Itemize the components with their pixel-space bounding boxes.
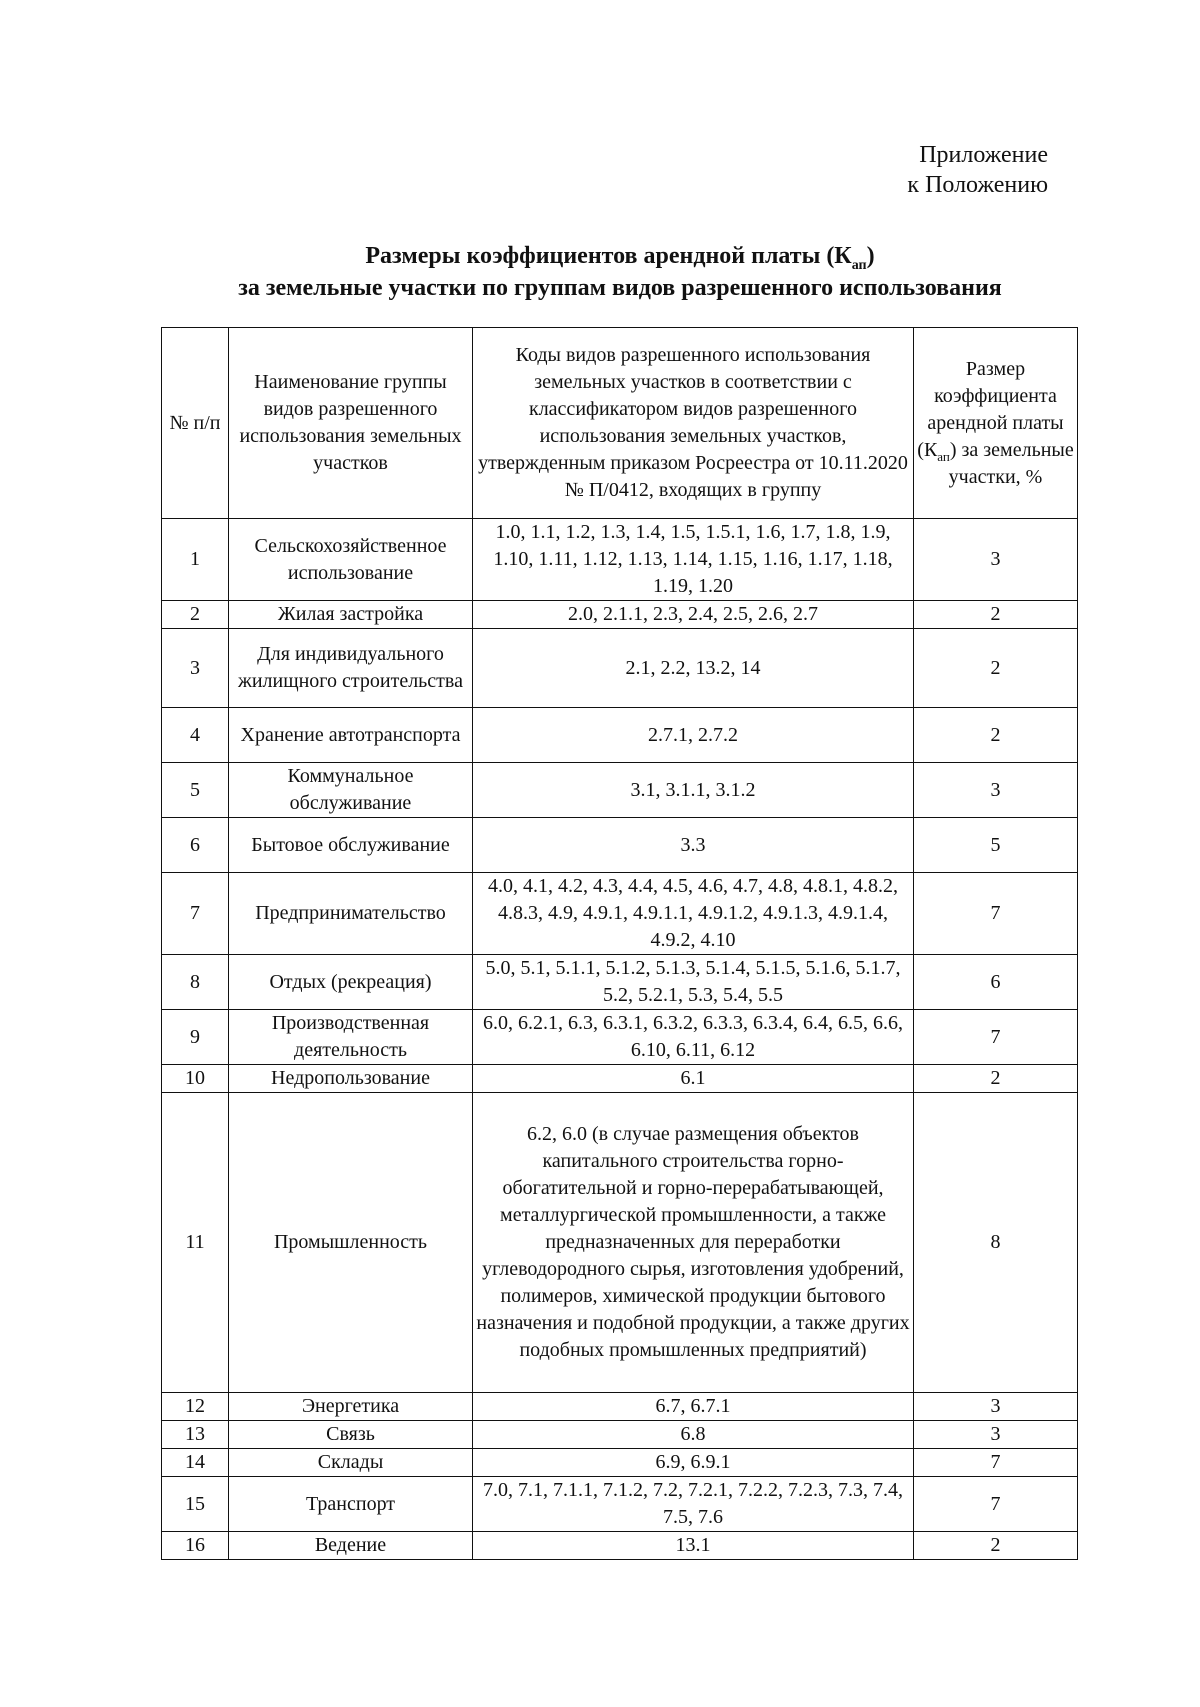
row-coefficient: 5: [914, 818, 1078, 873]
row-number: 12: [162, 1393, 229, 1421]
row-codes: 1.0, 1.1, 1.2, 1.3, 1.4, 1.5, 1.5.1, 1.6, 1.7, 1.8, 1.9, 1.10, 1.11, 1.12, 1.13, 1.14, 1.15, 1.16, 1.17, 1.18, 1.19, 1.20: [473, 519, 914, 601]
row-codes: 3.3: [473, 818, 914, 873]
header-group-name: Наименование группы видов разрешенного использования земельных участков: [229, 328, 473, 519]
table-row: [162, 629, 1078, 708]
appendix-line-2: к Положению: [907, 172, 1048, 198]
row-group-name: Промышленность: [229, 1093, 473, 1393]
row-group-name: Жилая застройка: [229, 601, 473, 629]
table-row: [162, 1093, 1078, 1393]
row-number: 14: [162, 1449, 229, 1477]
row-number: 7: [162, 873, 229, 955]
row-group-name: Связь: [229, 1421, 473, 1449]
row-number: 16: [162, 1532, 229, 1560]
row-coefficient: 3: [914, 519, 1078, 601]
row-number: 5: [162, 763, 229, 818]
row-coefficient: 6: [914, 955, 1078, 1010]
row-group-name: Хранение автотранспорта: [229, 708, 473, 763]
row-codes: 6.0, 6.2.1, 6.3, 6.3.1, 6.3.2, 6.3.3, 6.3.4, 6.4, 6.5, 6.6, 6.10, 6.11, 6.12: [473, 1010, 914, 1065]
row-codes: 7.0, 7.1, 7.1.1, 7.1.2, 7.2, 7.2.1, 7.2.2, 7.2.3, 7.3, 7.4, 7.5, 7.6: [473, 1477, 914, 1532]
row-group-name: Бытовое обслуживание: [229, 818, 473, 873]
table-row: [162, 519, 1078, 601]
row-codes: 3.1, 3.1.1, 3.1.2: [473, 763, 914, 818]
row-number: 2: [162, 601, 229, 629]
row-number: 4: [162, 708, 229, 763]
row-number: 3: [162, 629, 229, 708]
table-row: [162, 1477, 1078, 1532]
row-group-name: Недропользование: [229, 1065, 473, 1093]
table-body: [162, 519, 1078, 1560]
table-row: [162, 1010, 1078, 1065]
row-number: 9: [162, 1010, 229, 1065]
title-line-1-close: ): [866, 243, 875, 269]
title-line-1-text: Размеры коэффициентов арендной платы (К: [365, 243, 852, 269]
row-group-name: Для индивидуального жилищного строительства: [229, 629, 473, 708]
header-row: [162, 328, 1078, 519]
header-coefficient-text: Размер коэффициента арендной платы (К: [917, 357, 1064, 461]
row-group-name: Сельскохозяйственное использование: [229, 519, 473, 601]
row-codes: 6.1: [473, 1065, 914, 1093]
header-coefficient: [914, 328, 1078, 519]
row-coefficient: 2: [914, 1532, 1078, 1560]
row-codes: 2.0, 2.1.1, 2.3, 2.4, 2.5, 2.6, 2.7: [473, 601, 914, 629]
row-codes: 13.1: [473, 1532, 914, 1560]
row-coefficient: 8: [914, 1093, 1078, 1393]
row-codes: 5.0, 5.1, 5.1.1, 5.1.2, 5.1.3, 5.1.4, 5.1.5, 5.1.6, 5.1.7, 5.2, 5.2.1, 5.3, 5.4, 5.5: [473, 955, 914, 1010]
row-coefficient: 7: [914, 1010, 1078, 1065]
row-codes: 6.8: [473, 1421, 914, 1449]
row-codes: 6.7, 6.7.1: [473, 1393, 914, 1421]
header-codes: Коды видов разрешенного использования земельных участков в соответствии с классификатором видов разрешенного использования земельных участков, утвержденным приказом Росреестра от 10.11.2020 № П/0412, входящих в группу: [473, 328, 914, 519]
table-row: [162, 601, 1078, 629]
row-codes: 6.9, 6.9.1: [473, 1449, 914, 1477]
row-coefficient: 3: [914, 1421, 1078, 1449]
row-group-name: Коммунальное обслуживание: [229, 763, 473, 818]
row-number: 6: [162, 818, 229, 873]
table-row: [162, 955, 1078, 1010]
table-row: [162, 818, 1078, 873]
header-coefficient-tail: ) за земельные участки, %: [948, 438, 1074, 488]
table-row: [162, 873, 1078, 955]
row-group-name: Склады: [229, 1449, 473, 1477]
table-row: [162, 708, 1078, 763]
table-row: [162, 1449, 1078, 1477]
row-number: 8: [162, 955, 229, 1010]
row-number: 11: [162, 1093, 229, 1393]
table-row: [162, 763, 1078, 818]
row-coefficient: 7: [914, 1449, 1078, 1477]
row-coefficient: 3: [914, 1393, 1078, 1421]
row-coefficient: 2: [914, 601, 1078, 629]
row-coefficient: 2: [914, 1065, 1078, 1093]
table-row: [162, 1065, 1078, 1093]
row-coefficient: 3: [914, 763, 1078, 818]
table-row: [162, 1532, 1078, 1560]
row-number: 1: [162, 519, 229, 601]
header-number: № п/п: [162, 328, 229, 519]
coefficients-table: [161, 327, 1078, 1560]
table-row: [162, 1421, 1078, 1449]
row-codes: 4.0, 4.1, 4.2, 4.3, 4.4, 4.5, 4.6, 4.7, 4.8, 4.8.1, 4.8.2, 4.8.3, 4.9, 4.9.1, 4.9.1.1, 4.9.1.2, 4.9.1.3, 4.9.1.4, 4.9.2, 4.10: [473, 873, 914, 955]
row-number: 10: [162, 1065, 229, 1093]
table-header: [162, 328, 1078, 519]
row-group-name: Ведение: [229, 1532, 473, 1560]
row-group-name: Предпринимательство: [229, 873, 473, 955]
title-line-2: за земельные участки по группам видов разрешенного использования: [238, 275, 1002, 301]
row-number: 15: [162, 1477, 229, 1532]
table-row: [162, 1393, 1078, 1421]
row-codes: 2.7.1, 2.7.2: [473, 708, 914, 763]
row-coefficient: 7: [914, 873, 1078, 955]
row-group-name: Отдых (рекреация): [229, 955, 473, 1010]
row-codes: 6.2, 6.0 (в случае размещения объектов капитального строительства горно-обогатительной и горно-перерабатывающей, металлургической промышленности, а также предназначенных для переработки углеводородного сырья, изготовления удобрений, полимеров, химической продукции бытового назначения и подобной продукции, а также других подобных промышленных предприятий): [473, 1093, 914, 1393]
row-group-name: Энергетика: [229, 1393, 473, 1421]
title-line-1-subscript: ап: [851, 257, 867, 273]
row-group-name: Производственная деятельность: [229, 1010, 473, 1065]
appendix-line-1: Приложение: [919, 142, 1048, 168]
row-coefficient: 2: [914, 629, 1078, 708]
row-coefficient: 2: [914, 708, 1078, 763]
row-codes: 2.1, 2.2, 13.2, 14: [473, 629, 914, 708]
header-coefficient-subscript: ап: [937, 448, 950, 464]
row-number: 13: [162, 1421, 229, 1449]
appendix-heading: [907, 140, 1048, 200]
row-coefficient: 7: [914, 1477, 1078, 1532]
document-title: [160, 240, 1080, 304]
title-line-1: [160, 240, 1080, 272]
row-group-name: Транспорт: [229, 1477, 473, 1532]
